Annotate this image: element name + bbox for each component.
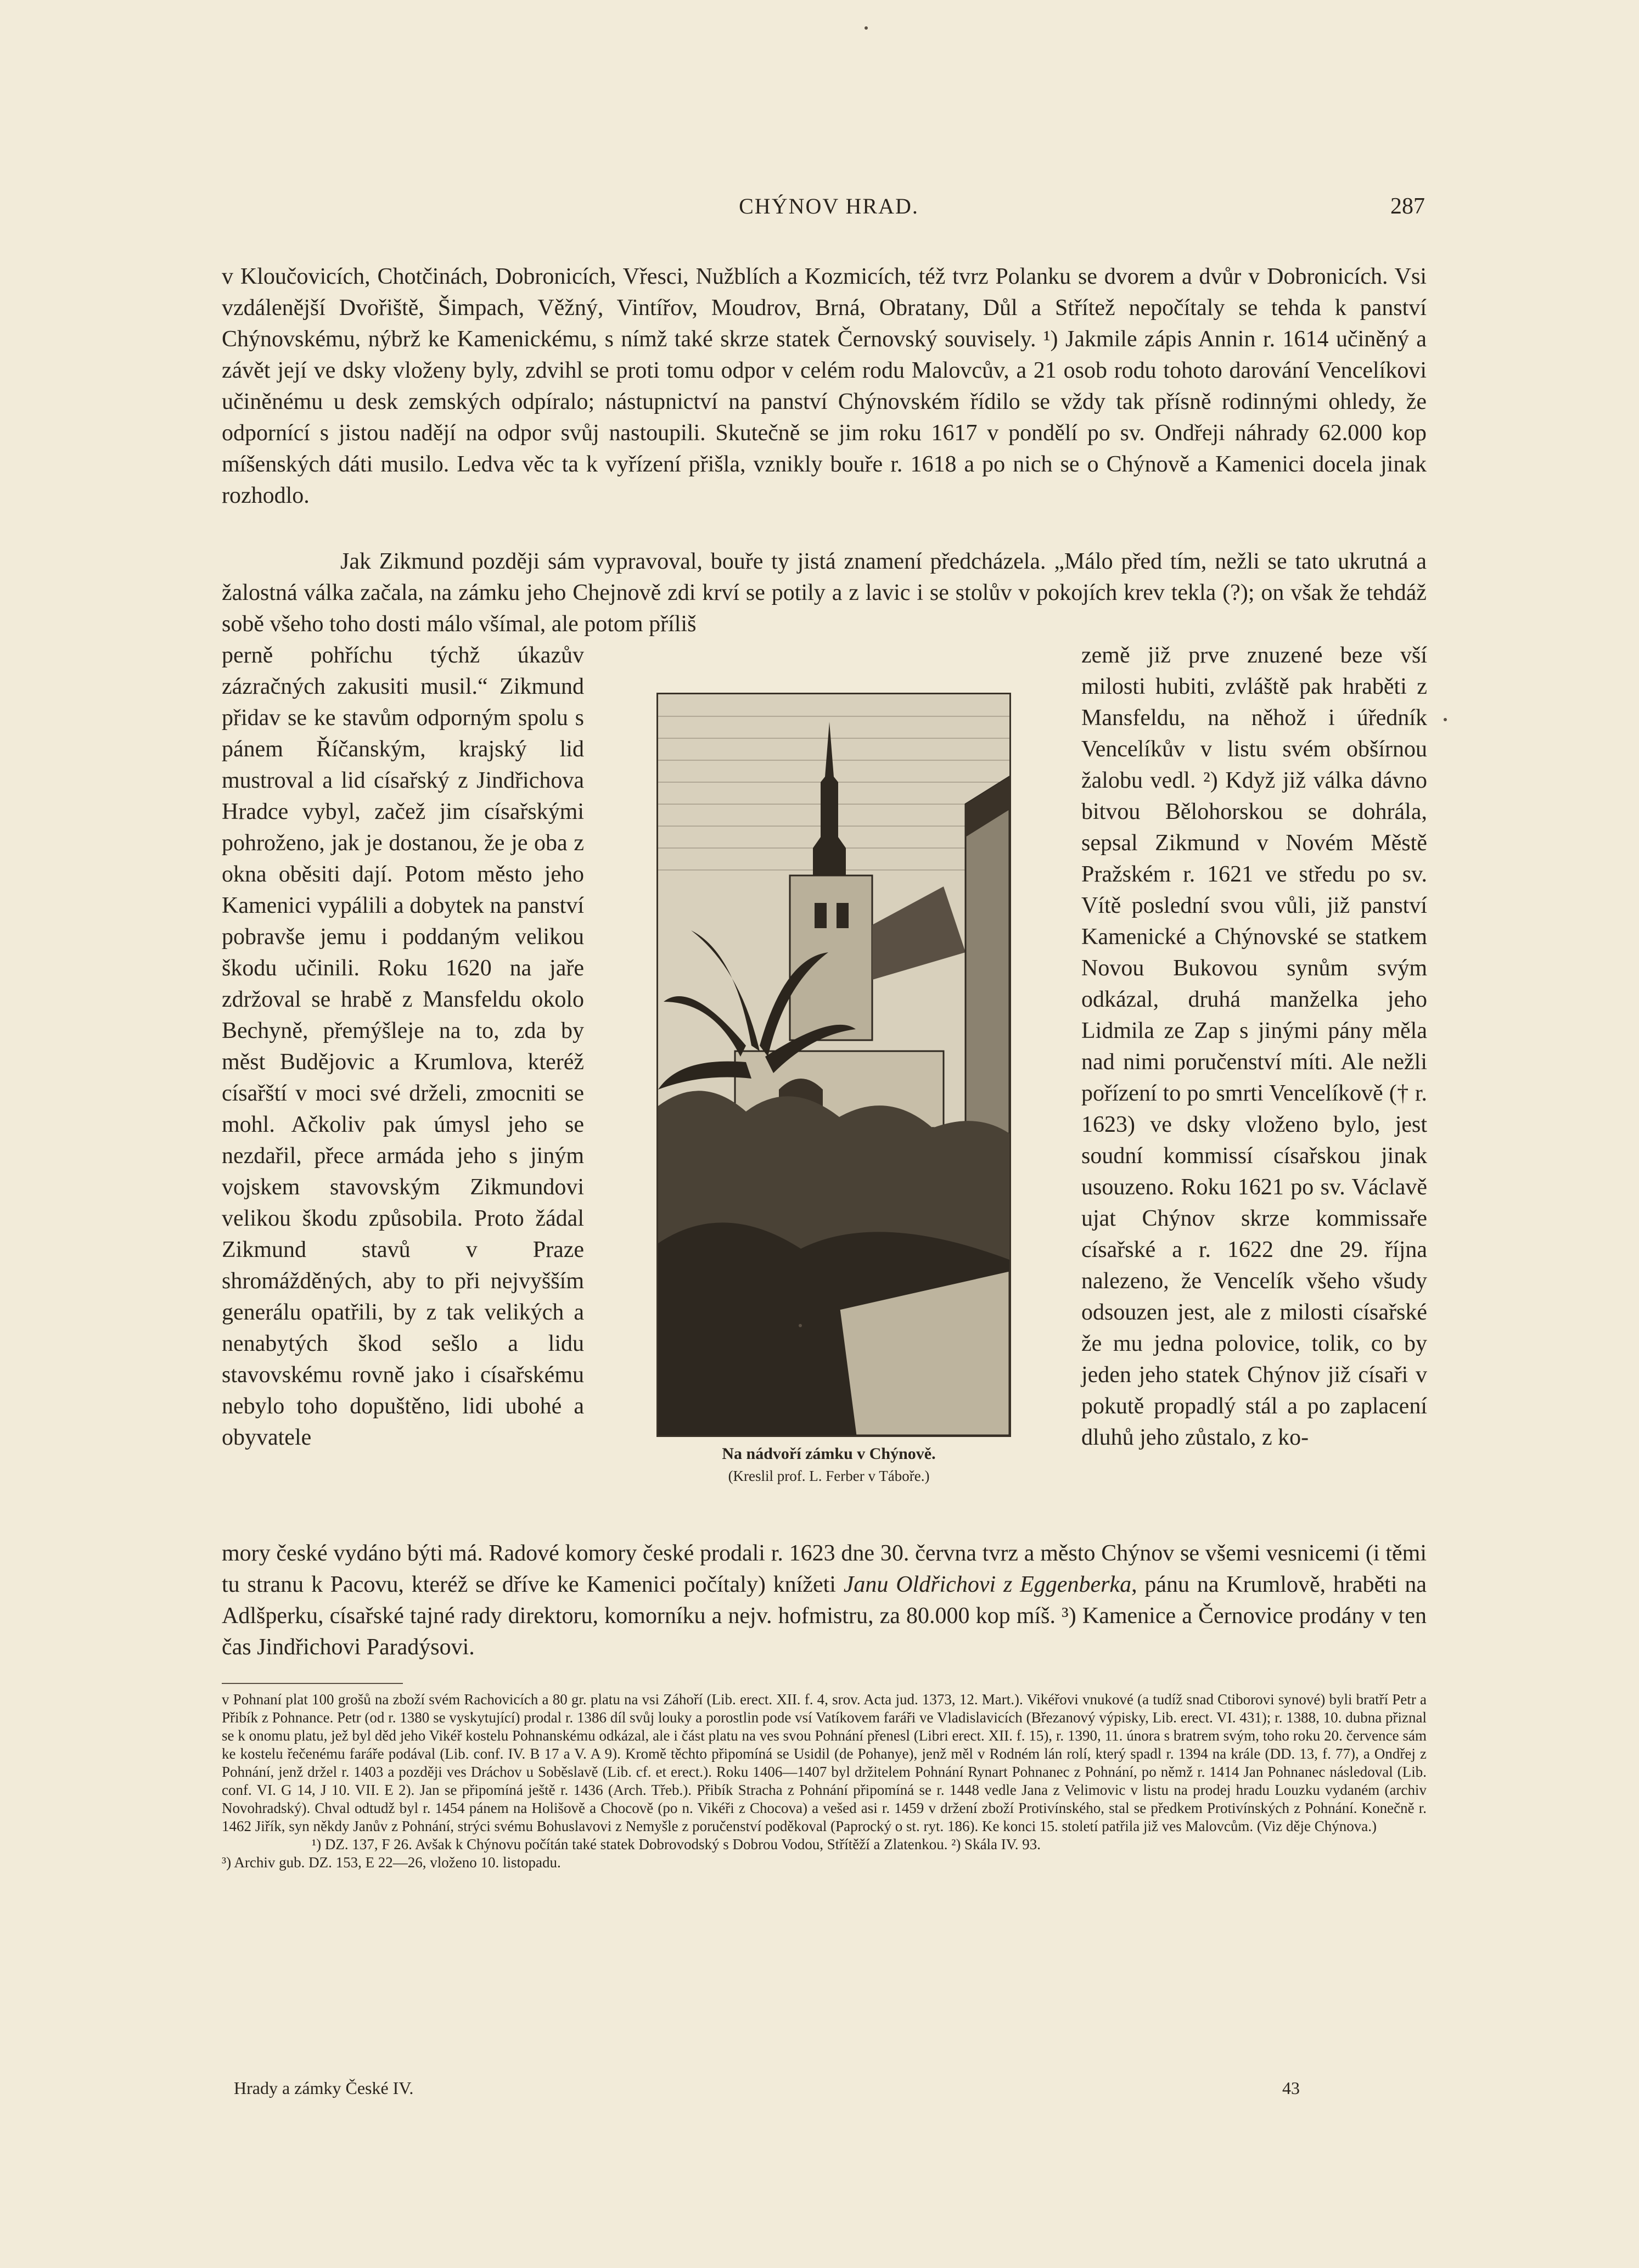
caption-credit: (Kreslil prof. L. Ferber v Táboře.) [728, 1468, 930, 1484]
engraving-illustration [656, 693, 1011, 1437]
paragraph-1-text: v Kloučovicích, Chotčinách, Dobronicích, Vřesci, Nužblích a Kozmicích, též tvrz Polanku se dvorem a dvůr v Dobronicích. Vsi vzdálenější Dvořiště, Šimpach, Věžný, Vintířov, Moudrov, Brná, Obratany, Důl a Střítež nepočítaly se tehda k panství Chýnovskému, nýbrž ke Kamenickému, s nímž také skrze statek Černovský souvisely. ¹) Jakmile zápis Annin r. 1614 učiněný a závět její ve dsky vloženy byly, zdvihl se proti tomu odpor v celém rodu Malovcův, a 21 osob rodu tohoto darování Vencelíkovi učiněnému u desk zemských odpíralo; nástupnictví na panství Chýnovském řídilo se vždy tak přísně rodinnými ohledy, že odpornící s jistou nadějí na odpor svůj nastoupili. Skutečně se jim roku 1617 v pondělí po sv. Ondřeji náhrady 62.000 kop míšenských dáti musilo. Ledva věc ta k vyřízení přišla, vznikly bouře r. 1618 a po nich se o Chýnově a Kamenici docela jinak rozhodlo. [222, 264, 1427, 508]
paragraph-1 [222, 261, 1427, 512]
bottom-paragraph [222, 1538, 1427, 1663]
bottom-text-name: Janu Oldřichovi z Eggenberka [843, 1572, 1132, 1597]
footnote-main: v Pohnaní plat 100 grošů na zboží svém Rachovicích a 80 gr. platu na vsi Záhoří (Lib. erect. XII. f. 4, srov. Acta jud. 1373, 12. Mart.). Vikéřovi vnukové (a tudíž snad Ctiborovi synové) byli bratří Petr a Přibík z Pohnance. Petr (od r. 1380 se vyskytující) prodal r. 1386 díl svůj louky a porostlin pode vsí Vatíkovem faráři ve Vladislavicích (Březanový výpisky, Lib. erect. VI. 431); r. 1388, 10. dubna přiznal se k onomu platu, jež byl děd jeho Vikéř kostelu Pohnanskému odkázal, ale i část platu na ves svou Pohnání přenesl (Libri erect. XII. f. 15), r. 1390, 11. února s bratrem svým, toho roku 20. července sám ke kostelu řečenému faráře podával (Lib. conf. IV. B 17 a V. A 9). Kromě těchto připomíná se Usidil (de Pohanye), jenž měl v Rodném lán rolí, který spadl r. 1394 na krále (DD. 13, f. 77), a Ondřej z Pohnání, jenž držel r. 1403 a později ves Dráchov u Soběslavě (Lib. cf. et erect.). Roku 1406—1407 byl držitelem Pohnání Rynart Pohnanec z Pohnání, po němž r. 1414 Jan Pohnanec následoval (Lib. conf. VI. G 14, J 10. VII. E 2). Jan se připomíná ještě r. 1436 (Arch. Třeb.). Přibík Stracha z Pohnání připomíná se r. 1448 vedle Jana z Velimovic v listu na prodej hradu Louzku vydaném (archiv Novohradský). Chval odtudž byl r. 1454 pánem na Holišově a Chocově (po n. Vikéři z Chocova) a vešed asi r. 1459 v držení zboží Protivínského, stal se předkem Protivínských z Pohnání. Konečně r. 1462 Jiřík, syn někdy Janův z Pohnání, strýci svému Bohuslavovi z Nemyšle z poručenství poděkoval (Paprocký o st. ryt. 186). Ke konci 15. století patřila již ves Malovcům. (Viz děje Chýnova.) [222, 1691, 1427, 1834]
bottom-text-post: , pánu na Krumlově, hraběti na Adlšperku, císařské tajné rady direktoru, komorníku a nejv. hofmistru, za 80.000 kop míš. ³) Kamenice a Černovice prodány v ten čas Jindřichovi Paradýsovi. [222, 1572, 1427, 1660]
bottom-text-pre: mory české vydáno býti má. Radové komory české prodali r. 1623 dne 30. června tvrz a město Chýnov se všemi vesnicemi (i těmi tu stranu k Pacovu, kteréž se dříve ke Kamenici počítaly) knížeti [222, 1541, 1427, 1597]
figure-caption [615, 1445, 1043, 1485]
footnote-ref-3: ³) Archiv gub. DZ. 153, E 22—26, vloženo 10. listopadu. [222, 1854, 561, 1871]
castle-courtyard-engraving [658, 694, 1009, 1435]
paper-speck [799, 1324, 802, 1327]
left-column-text: perně pohříchu týchž úkazův zázračných zakusiti musil.“ Zikmund přidav se ke stavům odporným spolu s pánem Říčanským, krajský lid mustroval a lid císařský z Jindřichova Hradce vybyl, začež jim císařskými pohroženo, jak je dostanou, že je oba z okna oběsiti dají. Potom město jeho Kamenici vypálili a dobytek na panství pobravše jemu i poddaným velikou škodu učinili. Roku 1620 na jaře zdržoval se hrabě z Mansfeldu okolo Bechyně, přemýšleje na to, zda by měst Budějovic a Krumlova, kteréž císařští v moci své drželi, zmocniti se mohl. Ačkoliv pak úmysl jeho se nezdařil, přece armáda jeho s jiným vojskem stavovským Zikmundovi velikou škodu způsobila. Proto žádal Zikmund stavů v Praze shromážděných, aby to při nejvyšším generálu opatřili, by z tak velikých a nenabytých škod sešlo a lidu stavovskému rovně jako i císařskému nebylo toho dopuštěno, lidi ubohé a obyvatele [222, 643, 584, 1450]
footnotes [222, 1691, 1427, 1872]
footnote-divider [222, 1683, 403, 1684]
footer-signature-title: Hrady a zámky České IV. [234, 2078, 414, 2098]
paper-speck [1444, 718, 1447, 721]
paper-speck [865, 26, 868, 30]
footer-signature-number: 43 [1282, 2078, 1300, 2098]
footnote-ref-1: ¹) DZ. 137, F 26. Avšak k Chýnovu počítán také statek Dobrovodský s Dobrou Vodou, Střítěží a Zlatenkou. ²) Skála IV. 93. [312, 1836, 1041, 1852]
paragraph-2-text: Jak Zikmund později sám vypravoval, bouře ty jistá znamení předcházela. „Málo před tím, nežli se tato ukrutná a žalostná válka začala, na zámku jeho Chejnově zdi krví se potily a z lavic i se stolův v pokojích krev tekla (?); on však že tehdáž sobě všeho toho dosti málo všímal, ale potom příliš [222, 549, 1427, 637]
caption-title: Na nádvoří zámku v Chýnově. [722, 1445, 936, 1463]
church-tower [790, 875, 872, 1040]
running-header-title: CHÝNOV HRAD. [739, 194, 919, 218]
paragraph-2 [222, 546, 1427, 640]
page-number: 287 [1390, 194, 1425, 219]
right-column-text: země již prve znuzené beze vší milosti hubiti, zvláště pak hraběti z Mansfeldu, na něhož i úředník Vencelíkův v listu svém obšírnou žalobu vedl. ²) Když již válka dávno bitvou Bělohorskou se dohrála, sepsal Zikmund v Novém Městě Pražském r. 1621 ve středu po sv. Vítě poslední svou vůli, již panství Kamenické a Chýnovské se statkem Novou Bukovou synům svým odkázal, druhá manželka jeho Lidmila ze Zap s jinými pány měla nad nimi poručenství míti. Ale nežli pořízení to po smrti Vencelíkově († r. 1623) ve dsky vloženo bylo, jest soudní kommissí císařskou jinak usouzeno. Roku 1621 po sv. Václavě ujat Chýnov skrze kommissaře císařské a r. 1622 dne 29. října nalezeno, že Vencelík všeho všudy odsouzen jest, ale z milosti císařské že mu jedna polovice, tolik, co by jeden jeho statek Chýnov již císaři v pokutě propadlý stál a po zaplacení dluhů jeho zůstalo, z ko- [1081, 643, 1427, 1450]
